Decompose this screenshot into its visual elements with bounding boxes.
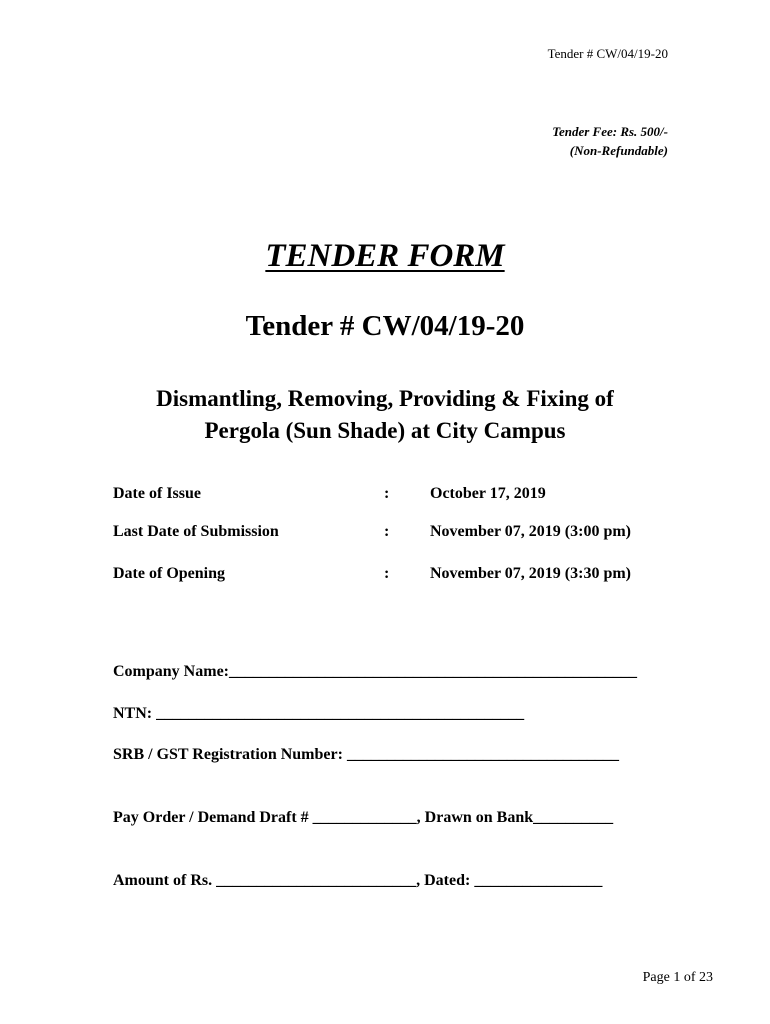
info-row-date-of-opening	[113, 565, 713, 587]
pay-order-field: Pay Order / Demand Draft # _____________, Drawn on Bank__________	[113, 809, 614, 826]
header-tender-reference: Tender # CW/04/19-20	[547, 46, 668, 61]
ntn-field: NTN: ______________________________________________	[113, 705, 525, 722]
info-separator: :	[384, 565, 390, 582]
info-value: October 17, 2019	[430, 485, 546, 502]
form-title: TENDER FORM	[265, 238, 505, 274]
info-value: November 07, 2019 (3:00 pm)	[430, 523, 632, 540]
info-label: Last Date of Submission	[113, 523, 279, 540]
tender-fee-amount: Tender Fee: Rs. 500/-	[552, 124, 668, 139]
info-label: Date of Opening	[113, 565, 225, 582]
info-separator: :	[384, 523, 390, 540]
subject-line-1: Dismantling, Removing, Providing & Fixing of	[156, 386, 614, 411]
tender-fee-note: (Non-Refundable)	[569, 143, 668, 158]
info-separator: :	[384, 485, 390, 502]
info-label: Date of Issue	[113, 485, 201, 502]
subject-line-2: Pergola (Sun Shade) at City Campus	[204, 418, 566, 443]
srb-gst-registration-field: SRB / GST Registration Number: __________________________________	[113, 746, 619, 763]
amount-dated-field: Amount of Rs. _________________________, Dated: ________________	[113, 872, 603, 889]
info-row-last-date-of-submission	[113, 523, 713, 545]
info-row-date-of-issue	[113, 485, 713, 507]
company-name-field: Company Name:___________________________________________________	[113, 663, 637, 680]
page-number: Page 1 of 23	[642, 970, 713, 985]
info-value: November 07, 2019 (3:30 pm)	[430, 565, 632, 582]
tender-number: Tender # CW/04/19-20	[245, 310, 525, 342]
